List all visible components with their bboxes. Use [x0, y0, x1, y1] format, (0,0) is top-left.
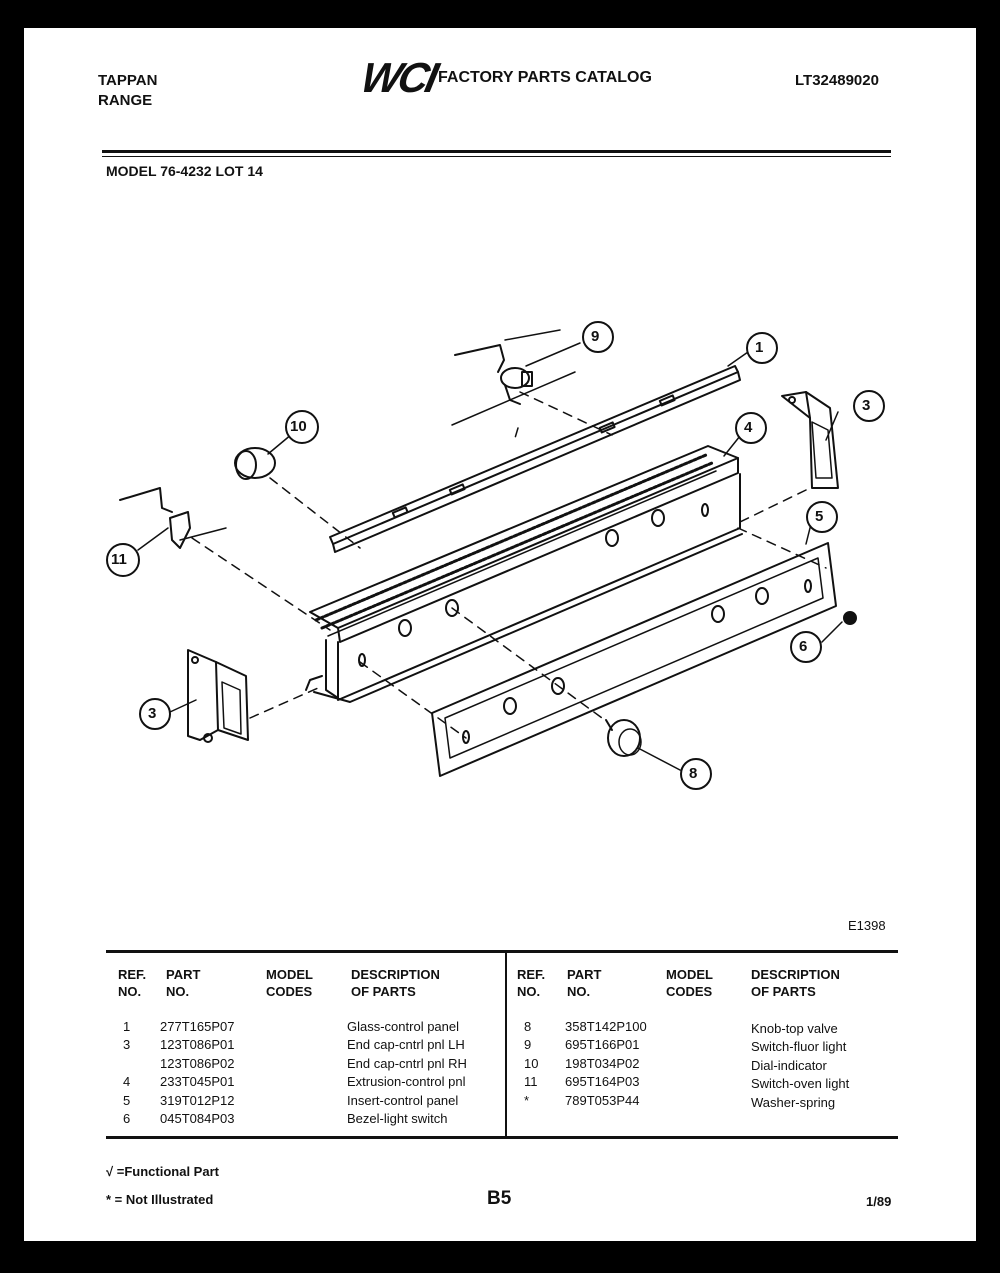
left-desc-cell: Extrusion-control pnl: [347, 1074, 466, 1090]
table-center-divider: [505, 953, 507, 1136]
left-desc-cell: Insert-control panel: [347, 1092, 459, 1108]
right-part-cell: 695T164P03: [565, 1074, 640, 1090]
part-knob-top-valve: [606, 720, 641, 756]
figure-id: E1398: [848, 918, 886, 933]
right-part-cell: 358T142P100: [565, 1019, 647, 1034]
right-ref-cell: 9: [524, 1037, 532, 1053]
right-desc-column: [751, 1020, 849, 1112]
header-ref-no-right: REF. NO.: [517, 967, 546, 999]
left-ref-cell: 1: [123, 1019, 131, 1034]
left-part-cell: 277T165P07: [160, 1019, 235, 1034]
right-part-cell: 789T053P44: [565, 1092, 640, 1108]
brand-name: TAPPAN: [98, 72, 158, 89]
header-part-no-right: PART NO.: [567, 967, 602, 999]
right-desc-cell: Dial-indicator: [751, 1057, 827, 1073]
header-description-right: DESCRIPTION OF PARTS: [751, 967, 840, 999]
part-switch-oven-light: [120, 488, 226, 548]
page-code: B5: [487, 1188, 512, 1209]
callout-10: 10: [290, 418, 307, 435]
table-top-rule: [106, 950, 898, 953]
not-illustrated-note: * = Not Illustrated: [106, 1192, 214, 1207]
left-ref-cell: 5: [123, 1092, 131, 1108]
part-end-cap-left: [188, 650, 248, 742]
right-part-column: [565, 1018, 647, 1110]
left-part-cell: 045T084P03: [160, 1110, 235, 1126]
right-desc-cell: Switch-oven light: [751, 1076, 850, 1092]
right-desc-cell: Switch-fluor light: [751, 1039, 847, 1055]
left-part-cell: 319T012P12: [160, 1092, 235, 1108]
right-ref-column: [524, 1018, 538, 1110]
header-model-codes-right: MODEL CODES: [666, 967, 713, 999]
table-bottom-rule: [106, 1136, 898, 1139]
part-switch-fluor-light: [452, 330, 575, 425]
left-ref-cell: [123, 1055, 130, 1073]
left-part-column: [160, 1018, 234, 1128]
right-ref-cell: *: [524, 1092, 530, 1108]
right-part-cell: 695T166P01: [565, 1037, 640, 1053]
catalog-date: 1/89: [866, 1194, 892, 1209]
right-part-cell: 198T034P02: [565, 1055, 640, 1071]
left-desc-cell: End cap-cntrl pnl LH: [347, 1037, 465, 1053]
callout-4: 4: [744, 419, 753, 436]
header-ref-no-left: REF. NO.: [118, 967, 147, 999]
callout-8: 8: [689, 765, 698, 782]
part-end-cap-right: [782, 392, 838, 488]
catalog-number: LT32489020: [795, 72, 879, 89]
right-desc-cell: Washer-spring: [751, 1094, 836, 1110]
product-type: RANGE: [98, 92, 153, 109]
header-description-left: DESCRIPTION OF PARTS: [351, 967, 440, 999]
wci-logo: WCI: [357, 54, 440, 101]
left-ref-cell: 3: [123, 1037, 131, 1053]
callout-11: 11: [111, 551, 127, 568]
left-ref-cell: 4: [123, 1074, 131, 1090]
header-part-no-left: PART NO.: [166, 967, 201, 999]
right-desc-cell: Knob-top valve: [751, 1021, 838, 1036]
callout-3-right: 3: [862, 397, 871, 414]
callout-9: 9: [591, 328, 600, 345]
part-extrusion-control-panel: [306, 446, 742, 702]
assembly-lines: [192, 392, 826, 738]
callout-6: 6: [799, 638, 808, 655]
left-desc-cell: Glass-control panel: [347, 1019, 459, 1034]
left-ref-cell: 6: [123, 1110, 131, 1126]
callout-5: 5: [815, 508, 824, 525]
left-part-cell: 233T045P01: [160, 1074, 235, 1090]
header-model-codes-left: MODEL CODES: [266, 967, 313, 999]
part-bezel-light-switch: [844, 612, 856, 624]
model-line: MODEL 76-4232 LOT 14: [106, 163, 263, 179]
right-ref-cell: 8: [524, 1019, 532, 1034]
left-part-cell: 123T086P01: [160, 1037, 235, 1053]
left-desc-column: [347, 1018, 467, 1128]
left-ref-column: [123, 1018, 130, 1128]
right-ref-cell: 10: [524, 1055, 539, 1071]
left-desc-cell: End cap-cntrl pnl RH: [347, 1055, 467, 1071]
functional-part-note: √ =Functional Part: [106, 1164, 219, 1179]
callout-1: 1: [755, 339, 764, 356]
left-part-cell: 123T086P02: [160, 1055, 235, 1071]
catalog-title: FACTORY PARTS CATALOG: [438, 69, 652, 86]
callout-3-left: 3: [148, 705, 157, 722]
left-desc-cell: Bezel-light switch: [347, 1110, 448, 1126]
right-ref-cell: 11: [524, 1074, 538, 1090]
